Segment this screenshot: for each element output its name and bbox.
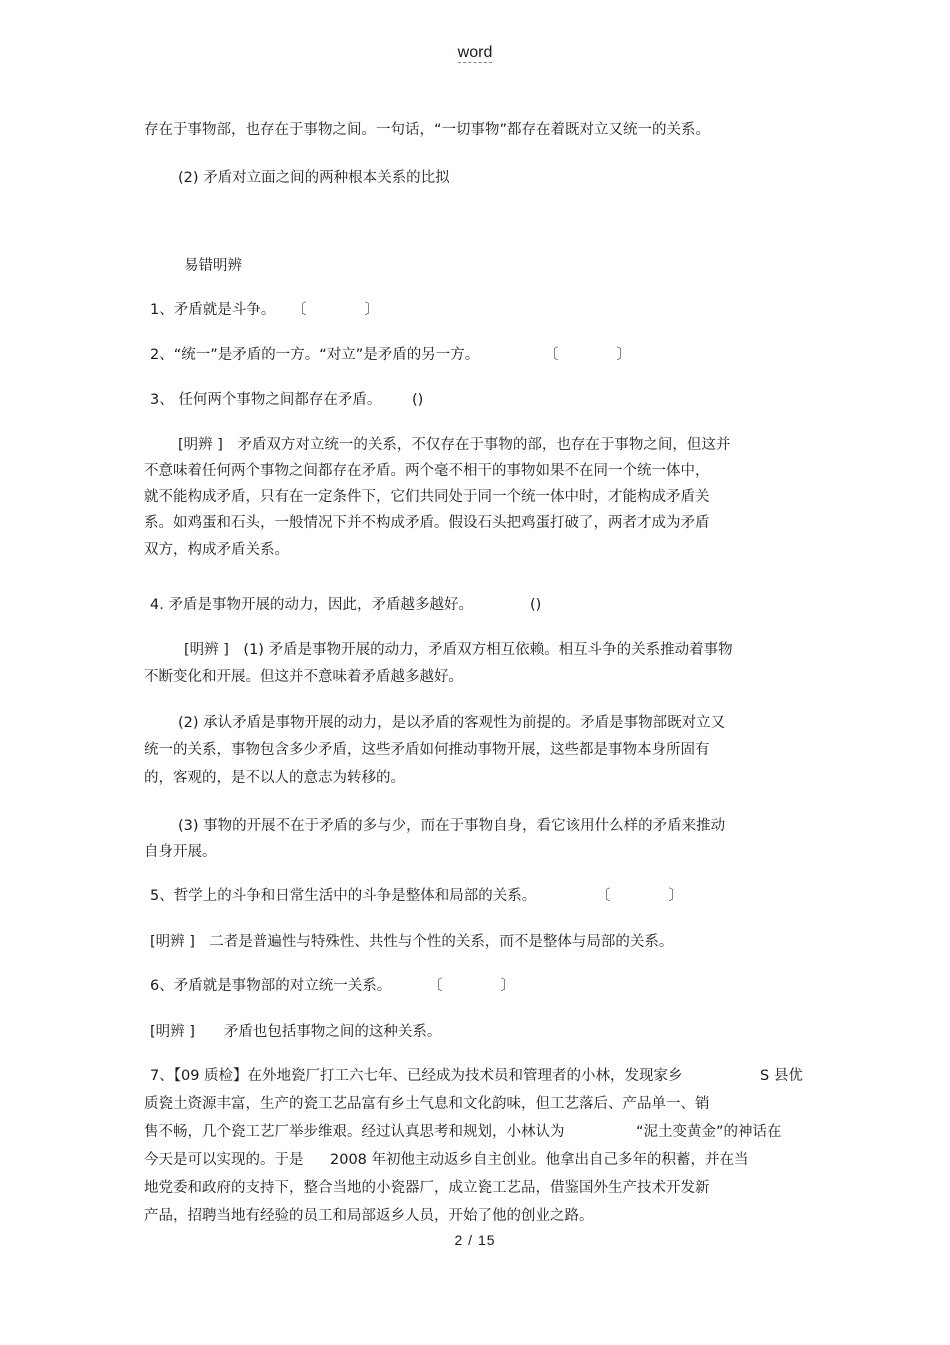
page-number: 2 / 15 bbox=[454, 1232, 496, 1248]
header-title: word bbox=[457, 44, 493, 61]
section-heading: (2) 矛盾对立面之间的两种根本关系的比拟 bbox=[178, 170, 450, 186]
question-2: 2、“统一”是矛盾的一方。“对立”是矛盾的另一方。 bbox=[150, 347, 480, 363]
answer-blank-6: 〔 〕 bbox=[428, 978, 515, 994]
question-7-fragment: “泥土变黄金”的神话在 bbox=[636, 1124, 782, 1140]
explanation-line: 双方，构成矛盾关系。 bbox=[144, 542, 289, 558]
explanation-line: (2) 承认矛盾是事物开展的动力，是以矛盾的客观性为前提的。矛盾是事物部既对立又 bbox=[178, 715, 726, 731]
question-7-fragment: S 县优 bbox=[760, 1068, 803, 1084]
question-6: 6、矛盾就是事物部的对立统一关系。 bbox=[150, 978, 392, 994]
text-line: 存在于事物部，也存在于事物之间。一句话，“一切事物”都存在着既对立又统一的关系。 bbox=[144, 122, 711, 138]
question-3: 3、 任何两个事物之间都存在矛盾。 bbox=[150, 392, 382, 408]
explanation-line: [明辨 ] 矛盾双方对立统一的关系，不仅存在于事物的部，也存在于事物之间，但这并 bbox=[178, 437, 731, 453]
explanation-line: [明辨 ] 矛盾也包括事物之间的这种关系。 bbox=[150, 1024, 442, 1040]
explanation-line: [明辨 ] (1) 矛盾是事物开展的动力，矛盾双方相互依赖。相互斗争的关系推动着事物 bbox=[184, 642, 733, 658]
answer-blank-2: 〔 〕 bbox=[544, 347, 631, 363]
answer-blank-5: 〔 〕 bbox=[596, 888, 683, 904]
section-title: 易错明辨 bbox=[184, 258, 242, 274]
document-header bbox=[0, 44, 950, 62]
question-4: 4. 矛盾是事物开展的动力，因此，矛盾越多越好。 bbox=[150, 597, 473, 613]
explanation-line: 的，客观的，是不以人的意志为转移的。 bbox=[144, 770, 405, 786]
question-7-line: 产品，招聘当地有经验的员工和局部返乡人员，开始了他的创业之路。 bbox=[144, 1208, 594, 1224]
explanation-line: 统一的关系，事物包含多少矛盾，这些矛盾如何推动事物开展，这些都是事物本身所固有 bbox=[144, 742, 710, 758]
question-5: 5、哲学上的斗争和日常生活中的斗争是整体和局部的关系。 bbox=[150, 888, 537, 904]
explanation-line: (3) 事物的开展不在于矛盾的多与少，而在于事物自身，看它该用什么样的矛盾来推动 bbox=[178, 818, 726, 834]
answer-blank-3: () bbox=[412, 392, 424, 408]
answer-blank-1: 〔 〕 bbox=[292, 302, 379, 318]
explanation-line: 就不能构成矛盾，只有在一定条件下，它们共同处于同一个统一体中时，才能构成矛盾关 bbox=[144, 489, 710, 505]
question-1: 1、矛盾就是斗争。 bbox=[150, 302, 276, 318]
answer-blank-4: () bbox=[530, 597, 542, 613]
explanation-line: 系。如鸡蛋和石头，一般情况下并不构成矛盾。假设石头把鸡蛋打破了，两者才成为矛盾 bbox=[144, 515, 710, 531]
explanation-line: 自身开展。 bbox=[144, 844, 217, 860]
explanation-line: 不断变化和开展。但这并不意味着矛盾越多越好。 bbox=[144, 669, 463, 685]
question-7-line: 地党委和政府的支持下，整合当地的小瓷器厂，成立瓷工艺品，借鉴国外生产技术开发新 bbox=[144, 1180, 710, 1196]
question-7-fragment: 2008 年初他主动返乡自主创业。他拿出自己多年的积蓄，并在当 bbox=[330, 1152, 749, 1168]
question-7: 7、【09 质检】在外地瓷厂打工六七年、已经成为技术员和管理者的小林，发现家乡 bbox=[150, 1068, 683, 1084]
question-7-line: 质瓷土资源丰富，生产的瓷工艺品富有乡土气息和文化韵味，但工艺落后、产品单一、销 bbox=[144, 1096, 710, 1112]
question-7-line: 售不畅，几个瓷工艺厂举步维艰。经过认真思考和规划，小林认为 bbox=[144, 1124, 565, 1140]
explanation-line: [明辨 ] 二者是普遍性与特殊性、共性与个性的关系，而不是整体与局部的关系。 bbox=[150, 934, 674, 950]
question-7-line: 今天是可以实现的。于是 bbox=[144, 1152, 304, 1168]
explanation-line: 不意味着任何两个事物之间都存在矛盾。两个毫不相干的事物如果不在同一个统一体中， bbox=[144, 463, 710, 479]
